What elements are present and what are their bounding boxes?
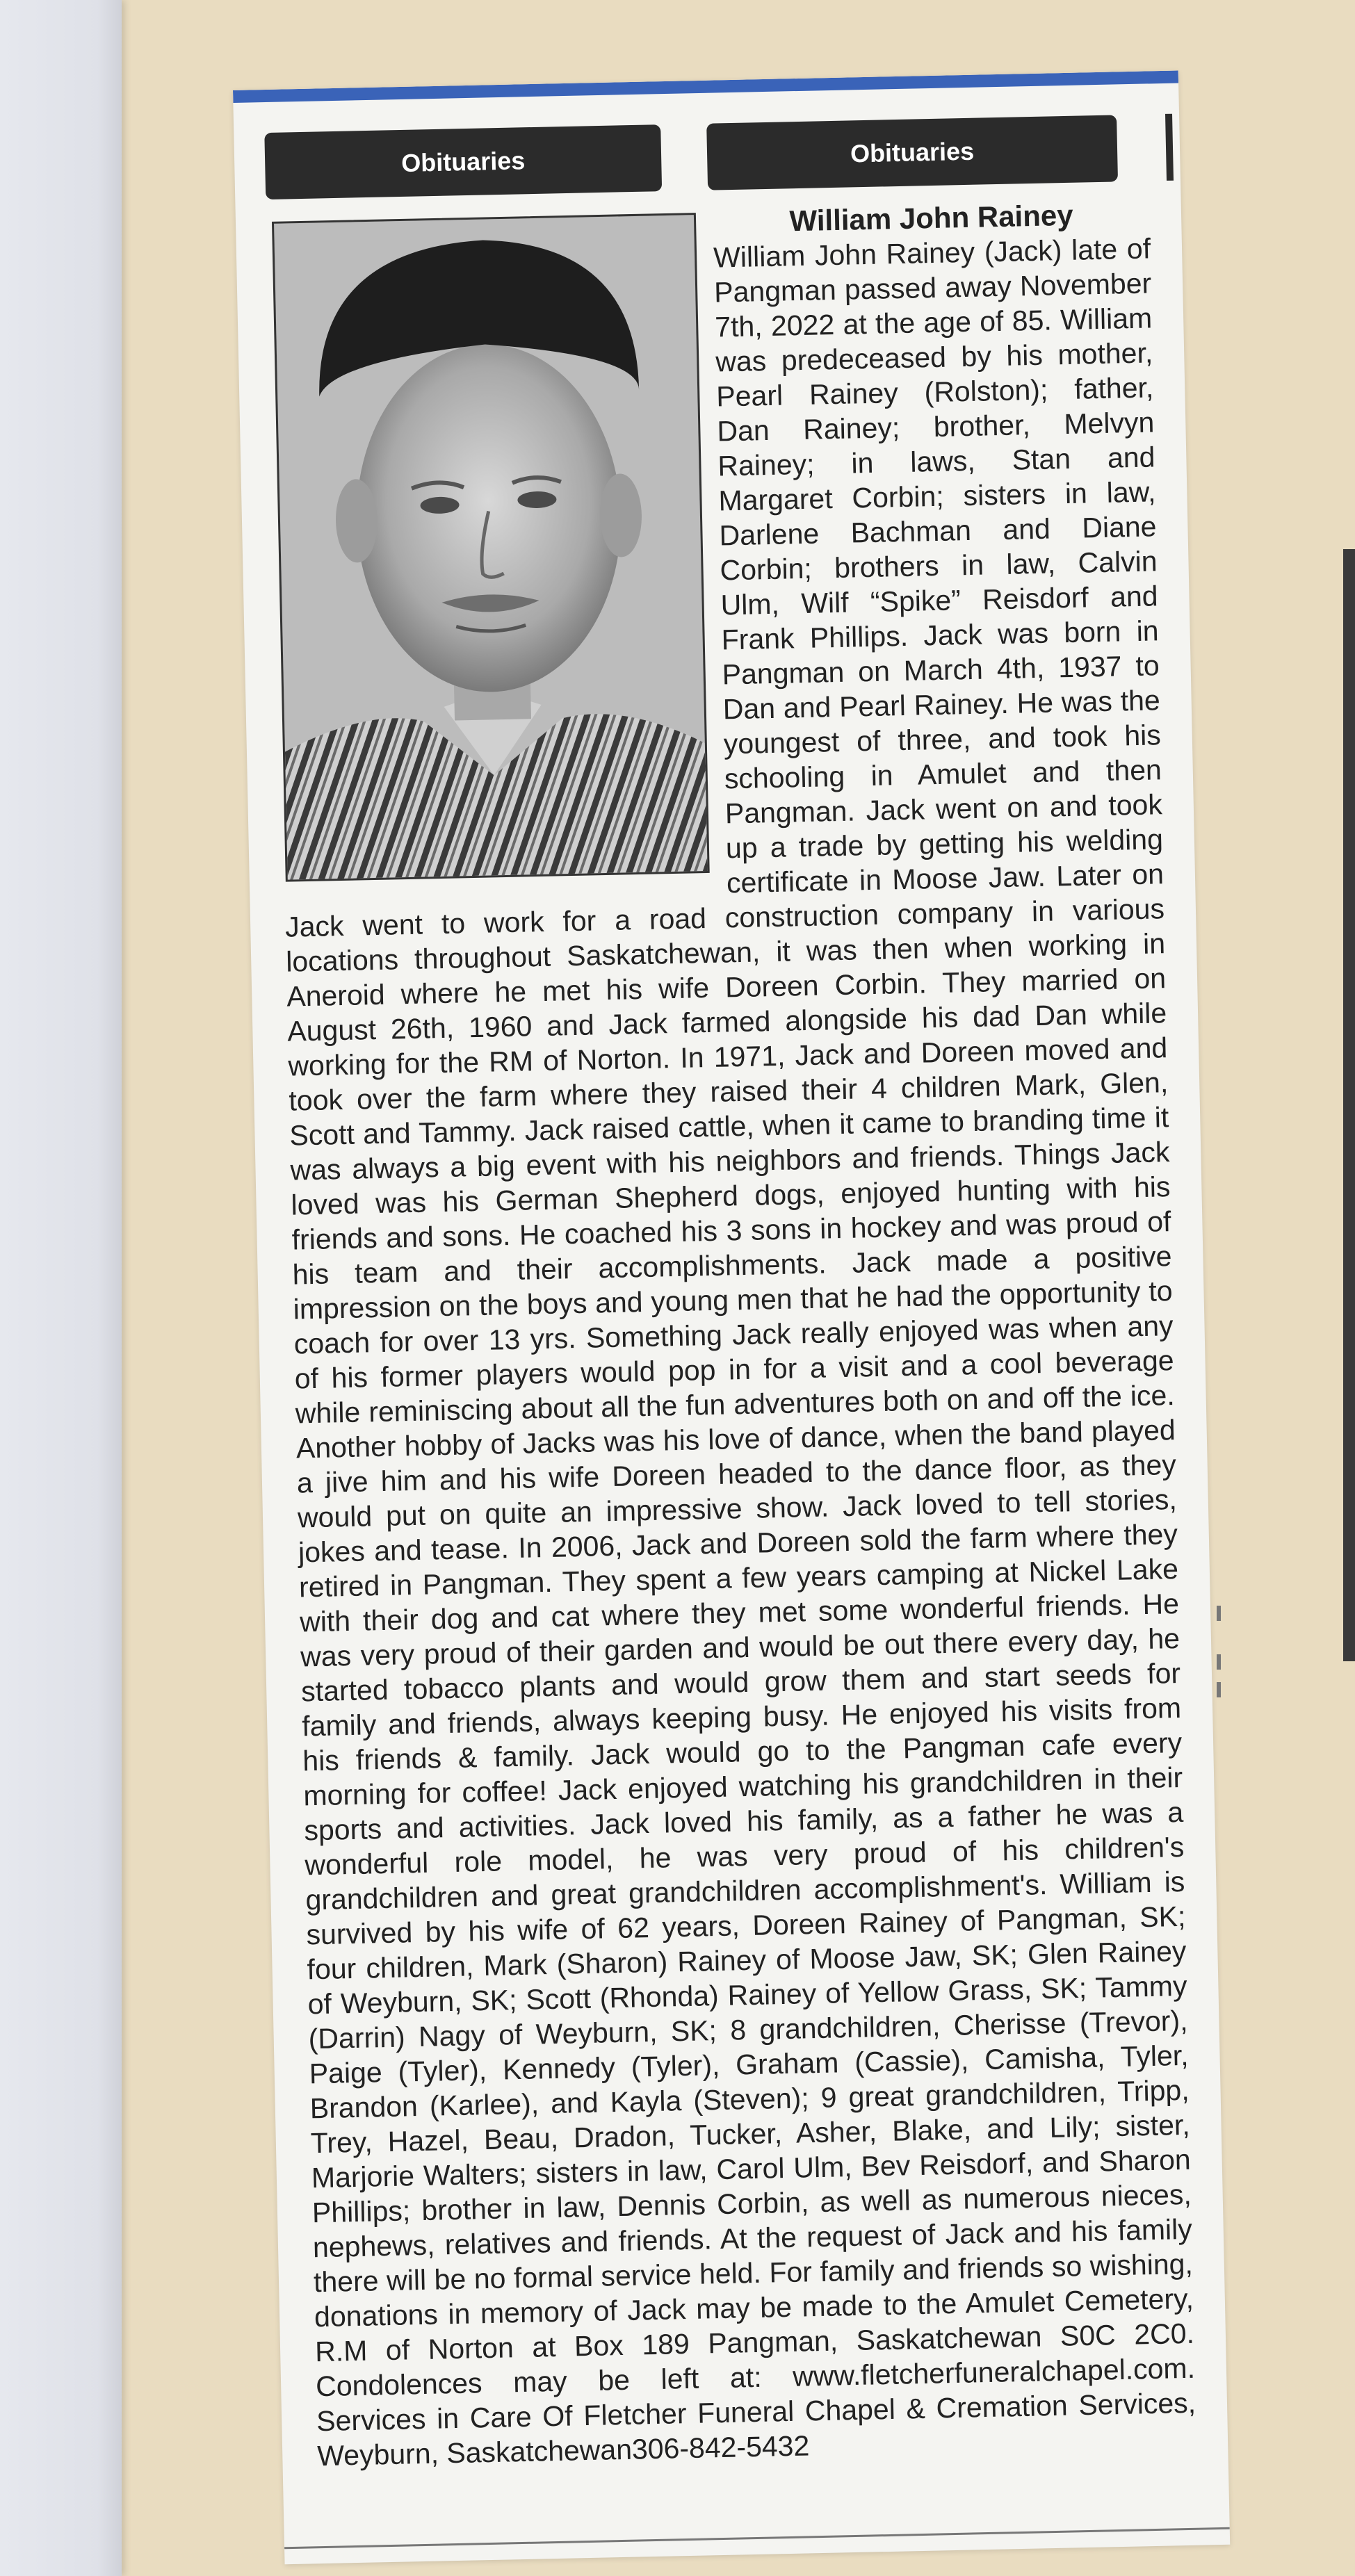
blue-top-rule	[233, 71, 1178, 103]
section-header-right-label: Obituaries	[850, 136, 975, 168]
adjacent-column-mark	[1217, 1682, 1221, 1697]
cropped-header-edge	[1165, 114, 1174, 181]
adjacent-column-mark	[1217, 1654, 1221, 1670]
newspaper-clipping	[233, 71, 1230, 2565]
obituary-body: William John Rainey (Jack) late of Pangman passed away November 7th, 2022 at the age of 85. William was predeceased by his mother, Pearl Rainey (Rolston); father, Dan Rainey; brother, Melvyn Rainey; in laws, Stan and Margaret Corbin; sisters in law, Darlene Bachman and Diane Corbin; brothers in law, Calvin Ulm, Wilf “Spike” Reisdorf and Frank Phillips. Jack was born in Pangman on March 4th, 1937 to Dan and Pearl Rainey. He was the youngest of three, and took his schooling in Amulet and then Pangman. Jack went on and took up a trade by getting his welding certificate in Moose Jaw. Later on Jack went to work for a road construction company in various locations throughout Saskatchewan, it was then when working in Aneroid where he met his wife Doreen Corbin. They married on August 26th, 1960 and Jack farmed alongside his dad Dan while working for the RM of Norton. In 1971, Jack and Doreen moved and took over the farm where they raised their 4 children Mark, Glen, Scott and Tammy. Jack raised cattle, when it came to branding time it was always a big event with his neighbors and friends. Things Jack loved was his German Shepherd dogs, enjoyed hunting with his friends and sons. He coached his 3 sons in hockey and was proud of his team and their accomplishments. Jack made a positive impression on the boys and young men that he had the opportunity to coach for over 13 yrs. Something Jack really enjoyed was when any of his former players would pop in for a visit and a cool beverage while reminiscing about all the fun adventures both on and off the ice. Another hobby of Jacks was his love of dance, when the band played a jive him and his wife Doreen headed to the dance floor, as they would put on quite an impressive show. Jack loved to tell stories, jokes and tease. In 2006, Jack and Doreen sold the farm where they retired in Pangman. They spent a few years camping at Nickel Lake with their dog and cat where they met some wonderful friends. He was very proud of their garden and would be out there every day, he started tobacco plants and would grow them and start seeds for family and friends, always keeping busy. He enjoyed his visits from his friends & family. Jack would go to the Pangman cafe every morning for coffee! Jack enjoyed watching his grandchildren in their sports and activities. Jack loved his family, as a father he was a wonderful role model, he was very proud of his children's grandchildren and great grandchildren accomplishment's. William is survived by his wife of 62 years, Doreen Rainey of Pangman, SK; four children, Mark (Sharon) Rainey of Moose Jaw, SK; Glen Rainey of Weyburn, SK; Scott (Rhonda) Rainey of Yellow Grass, SK; Tammy (Darrin) Nagy of Weyburn, SK; 8 grandchildren, Cherisse (Trevor), Paige (Tyler), Kennedy (Tyler), Graham (Cassie), Camisha, Tyler, Brandon (Karlee), and Kayla (Steven); 9 great grandchildren, Tripp, Trey, Hazel, Beau, Dradon, Tucker, Asher, Blake, and Lily; sister, Marjorie Walters; sisters in law, Carol Ulm, Bev Reisdorf, and Sharon Phillips; brother in law, Dennis Corbin, as well as numerous nieces, nephews, relatives and friends. At the request of Jack and his family there will be no formal service held. For family and friends so wishing, donations in memory of Jack may be made to the Amulet Cemetery, R.M of Norton at Box 189 Pangman, Saskatchewan S0C 2C0. Condolences may be left at: www.fletcherfuneralchapel.com. Services in Care Of Fletcher Funeral Chapel & Cremation Services, Weyburn, Saskatchewan306-842-5432	[284, 232, 1196, 2472]
photo-wrap-spacer	[270, 206, 727, 895]
adjacent-page	[0, 0, 122, 2576]
section-header-left-label: Obituaries	[400, 146, 526, 177]
adjacent-column-mark	[1217, 1606, 1221, 1621]
bottom-rule	[284, 2527, 1230, 2549]
adjacent-page-edge	[1343, 549, 1355, 1661]
obituary-text-column	[270, 196, 1197, 2473]
section-header-right	[706, 115, 1118, 190]
section-header-left	[264, 124, 662, 199]
obituary-title: William John Rainey	[789, 198, 1074, 238]
